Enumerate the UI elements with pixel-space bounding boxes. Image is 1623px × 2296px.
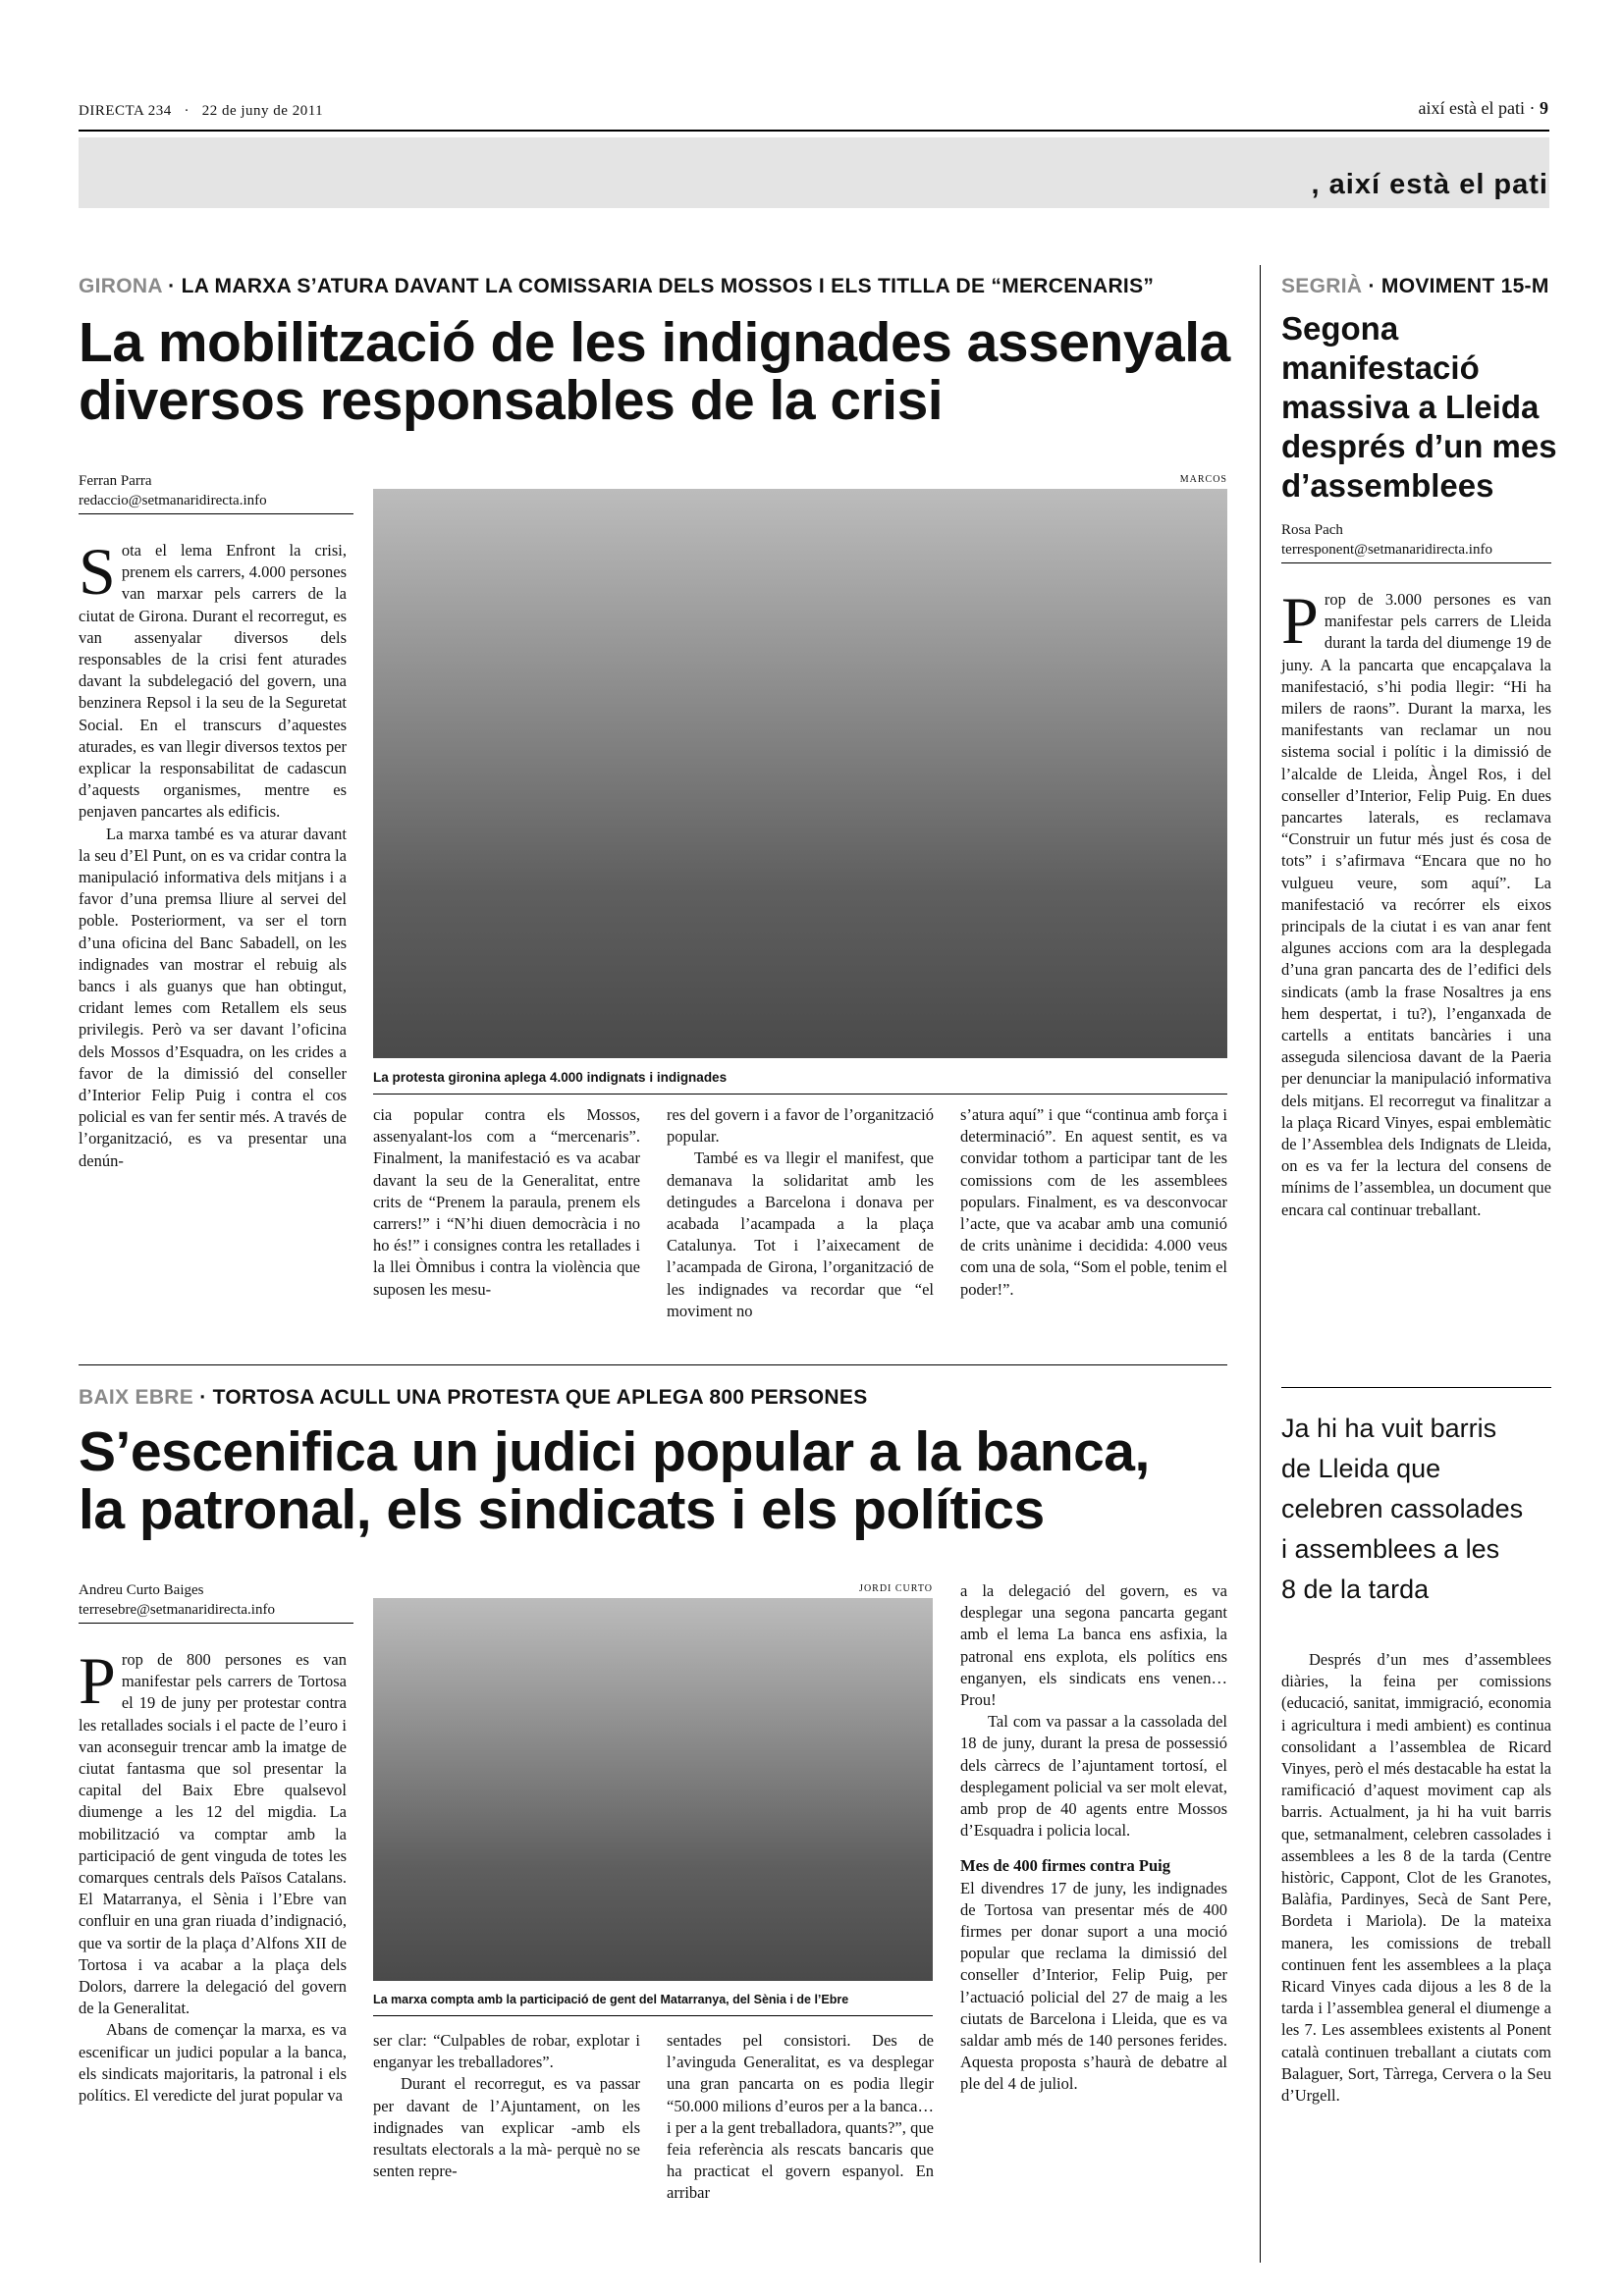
article1-column4: [960, 1104, 1227, 1301]
article3-c3: sentades pel consistori. Des de l’avinguda Generalitat, es va desplegar una gran pancarta on es podia llegir “50.000 milions d’euros per a la banca… i per a la gent treballadora, quants?”, que feia referència als rescats bancaris que ha practicat el govern espanyol. En arribar: [667, 2031, 934, 2203]
article2-headline-l3: massiva a Lleida: [1281, 389, 1540, 425]
article1-headline-line2: diversos responsables de la crisi: [79, 368, 944, 432]
article1-kicker: GIRONA · LA MARXA S’ATURA DAVANT LA COMISSARIA DELS MOSSOS I ELS TITLLA DE “MERCENARIS”: [79, 275, 1155, 297]
article3-column4: [960, 1580, 1227, 2096]
article1-photo-credit: MARCOS: [1179, 474, 1227, 485]
article1-column1: [79, 534, 347, 1172]
article3-kicker-text: TORTOSA ACULL UNA PROTESTA QUE APLEGA 800 PERSONES: [212, 1386, 868, 1409]
article3-c1-p1: rop de 800 persones es van manifestar pels carrers de Tortosa el 19 de juny per protestar contra les retallades socials i el pacte de l’euro i van aconseguir trencar amb la imatge de ciutat fantasma que sol presentar la capital del Baix Ebre qualsevol diumenge a les 12 del migdia. La mobilització va comptar amb la participació de gent vinguda de totes les comarques centrals dels Països Catalans. El Matarranya, el Sènia i l’Ebre van confluir en una gran riuada d’indignació, que va sortir de la plaça d’Alfons XII de Tortosa i va acabar a la plaça dels Dolors, darrere la delegació del govern de la Generalitat.: [79, 1650, 347, 2018]
article3-photo-caption: La marxa compta amb la participació de gent del Matarranya, del Sènia i de l’Ebre: [373, 1993, 849, 2006]
article3-headline-line2: la patronal, els sindicats i els polítics: [79, 1477, 1045, 1541]
article2-byline: [1281, 520, 1551, 563]
article3-c1-p2: Abans de començar la marxa, es va escenificar un judici popular a la banca, els sindicats majoritaris, la patronal i els polítics. El veredicte del jurat popular va: [79, 2020, 347, 2106]
article3-kicker: BAIX EBRE · TORTOSA ACULL UNA PROTESTA QUE APLEGA 800 PERSONES: [79, 1386, 868, 1409]
header-rule: [79, 130, 1549, 132]
article3-photo: [373, 1598, 933, 1981]
page-section: així està el pati · 9: [1418, 98, 1548, 118]
article2-kicker-text: MOVIMENT 15-M: [1380, 275, 1549, 297]
article1-author: Ferran Parra: [79, 473, 152, 489]
article1-place: GIRONA: [79, 275, 163, 297]
article1-dropcap: S: [79, 534, 116, 609]
article2b-column: [1281, 1649, 1551, 2107]
article3-column3: [667, 2030, 934, 2205]
article3-headline: [79, 1420, 1257, 1541]
article3-c2-p2: Durant el recorregut, es va passar per davant de l’Ajuntament, on les indignades van explicar -amb els resultats electorals a la mà- perquè no se senten repre-: [373, 2074, 640, 2181]
article1-caption-rule: [373, 1094, 1227, 1095]
section-name: així està el pati: [1418, 98, 1525, 118]
article3-top-rule: [79, 1364, 1227, 1365]
article2-headline-l2: manifestació: [1281, 349, 1480, 386]
page-number: 9: [1540, 98, 1548, 118]
article1-c3-p2: També es va llegir el manifest, que demanava la solidaritat amb les detingudes a Barcelona i donava per acabada l’acampada a la plaça Catalunya. Tot i l’aixecament de l’acampada de Girona, l’organització de les indignades va recordar que “el moviment no: [667, 1148, 934, 1320]
article3-photo-credit: JORDI CURTO: [859, 1583, 933, 1594]
article3-email: terresebre@setmanaridirecta.info: [79, 1602, 275, 1618]
article3-caption-rule: [373, 2015, 933, 2016]
pullquote-rule: [1281, 1387, 1551, 1388]
article1-headline: [79, 311, 1257, 432]
article2-kicker: SEGRIÀ · MOVIMENT 15-M: [1281, 275, 1549, 297]
article2-headline-l5: d’assemblees: [1281, 467, 1494, 504]
article1-email: redaccio@setmanaridirecta.info: [79, 493, 267, 508]
pullquote-line3: celebren cassolades: [1281, 1494, 1524, 1523]
article3-place: BAIX EBRE: [79, 1386, 194, 1409]
article1-c1-p2: La marxa també es va aturar davant la seu d’El Punt, on es va cridar contra la manipulació informativa dels mitjans i a favor d’una premsa lliure al servei del poble. Posteriorment, va ser el torn d’una oficina del Banc Sabadell, on les indignades van mostrar el rebuig als bancs i als guanys que han obtingut, cridant lemes com Retallem els seus privilegis. Però va ser davant l’oficina dels Mossos d’Esquadra, on les crides a favor de la dimissió del conseller d’Interior Felip Puig i contra el cos policial es van fer sentir més. A través de l’organització, es va presentar una denún-: [79, 824, 347, 1170]
article1-c2: cia popular contra els Mossos, assenyalant-los com a “mercenaris”. Finalment, la manifestació es va acabar davant la seu de la Generalitat, entre crits de “Prenem la paraula, prenem els carrers!” i “N’hi diuen democràcia i no ho és!” i consignes contra les retallades i la llei Òmnibus i contra la violència que suposen les mesu-: [373, 1105, 640, 1299]
pullquote-line1: Ja hi ha vuit barris: [1281, 1414, 1497, 1443]
article2-email: terresponent@setmanaridirecta.info: [1281, 542, 1492, 558]
pullquote: [1281, 1409, 1551, 1610]
article2-dropcap: P: [1281, 583, 1319, 658]
article3-column2: [373, 2030, 640, 2182]
article2-body: rop de 3.000 persones es van manifestar pels carrers de Lleida durant la tarda del diumenge 19 de juny. A la pancarta que encapçalava la manifestació, s’hi podia llegir: “Hi ha milers de raons”. Durant la marxa, les manifestants van reclamar un nou sistema social i polític i la dimissió de l’alcalde de Lleida, Àngel Ros, i del conseller d’Interior, Felip Puig. En dues pancartes laterals, es reclamava “Construir un futur més just és cosa de tots” i s’afirmava “Encara que no ho vulgueu veure, som aquí”. La manifestació va recórrer els eixos principals de la ciutat i es van anar fent algunes accions com ara la desplegada d’una gran pancarta des de l’edifici dels sindicats (amb la frase Nosaltres ja ens hem despertat, i tu?), l’enganxada de cartells a entitats bancàries i una asseguda silenciosa davant de la Paeria per denunciar la manipulació informativa dels mitjans. El recorregut va finalitzar a la plaça Ricard Vinyes, espai emblemàtic de l’Assemblea dels Indignats de Lleida, on es va fer la lectura del consens de mínims de l’assemblea, un document que encara cal continuar treballant.: [1281, 590, 1551, 1219]
article2-place: SEGRIÀ: [1281, 275, 1363, 297]
issue-number: DIRECTA 234: [79, 103, 172, 119]
article1-byline: [79, 471, 353, 514]
article2-column: [1281, 583, 1551, 1221]
article1-kicker-text: LA MARXA S’ATURA DAVANT LA COMISSARIA DELS MOSSOS I ELS TITLLA DE “MERCENARIS”: [181, 275, 1155, 297]
article1-c4: s’atura aquí” i que “continua amb força i determinació”. En aquest sentit, es va convidar tothom a participar tant de les comissions com de les assemblees populars. Finalment, es va desconvocar l’acte, que va acabar amb una comunió de crits unànime i decidida: 4.000 veus com una de sola, “Som el poble, tenim el poder!”.: [960, 1105, 1227, 1299]
pullquote-line5: 8 de la tarda: [1281, 1575, 1430, 1604]
article1-headline-line1: La mobilització de les indignades assenyala: [79, 311, 1230, 374]
article2-headline: [1281, 309, 1557, 506]
article3-c2: ser clar: “Culpables de robar, explotar i enganyar les treballadores”.: [373, 2031, 640, 2072]
article3-subhead: Mes de 400 firmes contra Puig: [960, 1856, 1170, 1876]
sidebar-divider: [1260, 265, 1261, 2263]
article1-c3-p1: res del govern i a favor de l’organització popular.: [667, 1105, 934, 1147]
article3-byline: [79, 1580, 353, 1624]
article3-c4-p1: a la delegació del govern, es va desplegar una segona pancarta gegant amb el lema La banca ens asfixia, la patronal ens explota, els polítics ens enganyen, els sindicats ens venen… Prou!: [960, 1581, 1227, 1710]
article3-dropcap: P: [79, 1643, 116, 1718]
article1-c1-p1: ota el lema Enfront la crisi, prenem els carrers, 4.000 persones van marxar pels carrers de la ciutat de Girona. Durant el recorregut, es van assenyalar diversos dels responsables de la crisi fent aturades davant la subdelegació del govern, una benzinera Repsol i la seu de la Seguretat Social. En el transcurs d’aquestes aturades, es van llegir diversos textos per explicar la responsabilitat de cadascun d’aquests organismes, mentre es penjaven pancartes als edificis.: [79, 541, 347, 822]
banner-title: , així està el pati: [1311, 169, 1548, 200]
article3-column1: [79, 1643, 347, 2107]
article1-photo-caption: La protesta gironina aplega 4.000 indignats i indignades: [373, 1070, 728, 1085]
article3-c4-p2: Tal com va passar a la cassolada del 18 de juny, durant la presa de possessió dels càrrecs de l’ajuntament tortosí, el desplegament policial va ser molt elevat, amb prop de 40 agents entre Mossos d’Esquadra i policia local.: [960, 1712, 1227, 1841]
pullquote-line2: de Lleida que: [1281, 1454, 1441, 1483]
article3-headline-line1: S’escenifica un judici popular a la banca,: [79, 1420, 1150, 1483]
article2b-body: Després d’un mes d’assemblees diàries, la feina per comissions (educació, sanitat, immigració, economia i agricultura i medi ambient) es continua consolidant a l’assemblea de Ricard Vinyes, però el més destacable ha estat la ramificació d’aquest moviment cap als barris. Actualment, ja hi ha vuit barris que, setmanalment, celebren cassolades i assemblees a les 8 de la tarda (Centre històric, Cappont, Clot de les Granotes, Balàfia, Pardinyes, Secà de Sant Pere, Bordeta i Mariola). De la mateixa manera, les comissions de treball continuen fent les assemblees a la plaça Ricard Vinyes cada dijous a les 8 de la tarda i l’assemblea general el diumenge a les 7. Les assemblees existents al Ponent català continuen treballant a ciutats com Balaguer, Sort, Tàrrega, Cervera o la Seu d’Urgell.: [1281, 1650, 1551, 2106]
issue-info: [79, 103, 323, 120]
issue-date: 22 de juny de 2011: [201, 103, 324, 119]
article2-author: Rosa Pach: [1281, 522, 1343, 538]
article3-author: Andreu Curto Baiges: [79, 1582, 204, 1598]
article1-column3: [667, 1104, 934, 1322]
issue-separator: ·: [184, 103, 189, 119]
article2-headline-l4: després d’un mes: [1281, 428, 1557, 464]
article1-column2: [373, 1104, 640, 1301]
article1-photo: [373, 489, 1227, 1058]
article2-headline-l1: Segona: [1281, 310, 1399, 347]
pullquote-line4: i assemblees a les: [1281, 1534, 1500, 1564]
article3-c4-p3: El divendres 17 de juny, les indignades de Tortosa van presentar més de 400 firmes per donar suport a una moció popular que reclama la dimissió del conseller d’Interior, Felip Puig, per l’actuació policial del 27 de maig a les ciutats de Barcelona i Lleida, que es va saldar amb més de 140 persones ferides. Aquesta proposta s’haurà de debatre al ple del 4 de juliol.: [960, 1878, 1227, 2094]
